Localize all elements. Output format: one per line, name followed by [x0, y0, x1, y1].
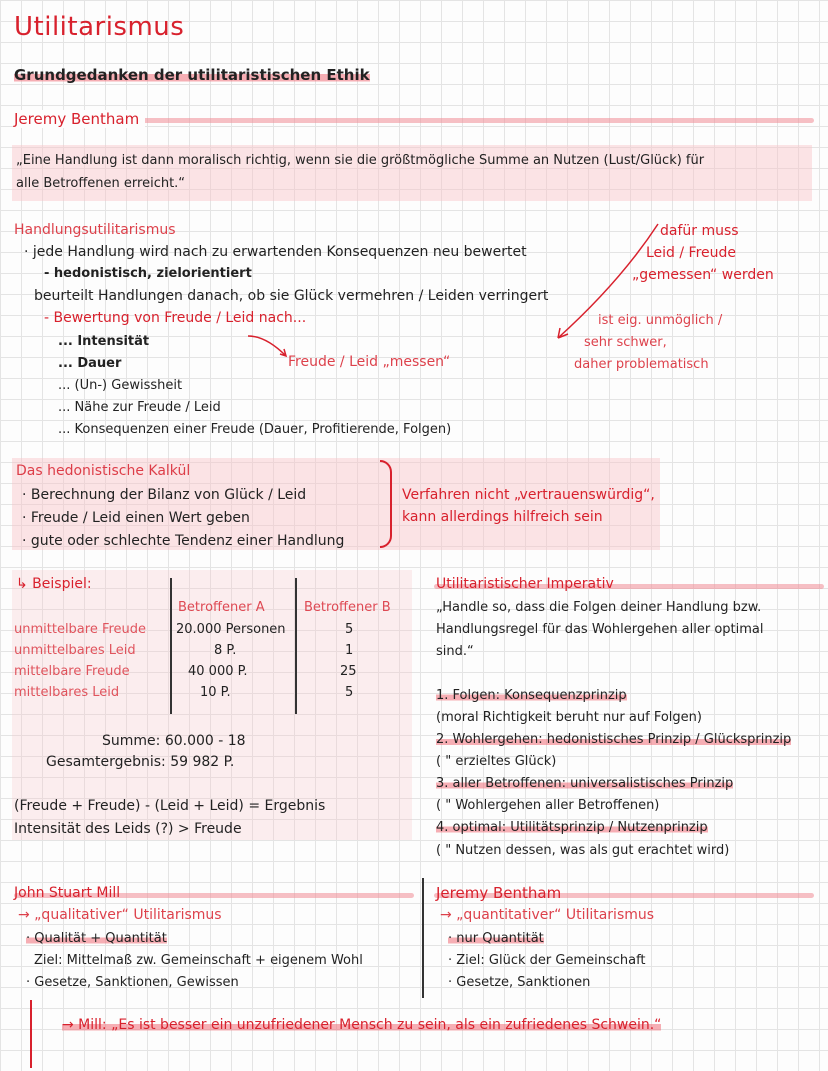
bentham-heading: Jeremy Bentham: [14, 110, 145, 128]
kalkuel-item-1: · Berechnung der Bilanz von Glück / Leid: [22, 487, 307, 503]
mill-sub: → „qualitativer“ Utilitarismus: [18, 907, 222, 923]
gesamt: Gesamtergebnis: 59 982 P.: [46, 754, 235, 770]
cell-a: 20.000 Personen: [176, 622, 286, 637]
side-note-2c: daher problematisch: [574, 357, 709, 372]
side-note-2b: sehr schwer,: [584, 335, 667, 350]
row-label: mittelbares Leid: [14, 685, 120, 700]
row-label: unmittelbare Freude: [14, 622, 147, 637]
col-a: Betroffener A: [178, 600, 265, 615]
subtitle: Grundgedanken der utilitaristischen Ethik: [14, 66, 370, 84]
quote-line-1: „Eine Handlung ist dann moralisch richtig, wenn sie die größtmögliche Summe an Nutzen (Lust/Glück) für: [16, 153, 705, 168]
imp-p4b: ( " Nutzen dessen, was als gut erachtet wird): [436, 843, 730, 858]
crit-1: ... Intensität: [58, 334, 150, 349]
crit-4: ... Nähe zur Freude / Leid: [58, 400, 221, 415]
brace: [380, 460, 392, 548]
mill-l1: · Qualität + Quantität: [26, 931, 167, 946]
imp-p3: 3. aller Betroffenen: universalistisches Prinzip: [436, 776, 734, 791]
crit-5: ... Konsequenzen einer Freude (Dauer, Profitierende, Folgen): [58, 422, 452, 437]
hu-line-1: · jede Handlung wird nach zu erwartenden Konsequenzen neu bewertet: [24, 244, 527, 260]
side-note-1c: „gemessen“ werden: [632, 267, 774, 283]
imp-p3b: ( " Wohlergehen aller Betroffenen): [436, 798, 660, 813]
mill-l3: · Gesetze, Sanktionen, Gewissen: [26, 975, 239, 990]
cell-a: 10 P.: [200, 685, 231, 700]
side-note-2a: ist eig. unmöglich /: [598, 313, 723, 328]
cell-b: 1: [345, 643, 354, 658]
col-b: Betroffener B: [304, 600, 391, 615]
row-label: unmittelbares Leid: [14, 643, 136, 658]
hu-line-4: - Bewertung von Freude / Leid nach...: [44, 310, 307, 326]
summe: Summe: 60.000 - 18: [102, 733, 246, 749]
bentham2-l1: · nur Quantität: [448, 931, 544, 946]
page-title: Utilitarismus: [14, 12, 185, 42]
intensitaet: Intensität des Leids (?) > Freude: [14, 821, 242, 837]
cell-a: 8 P.: [214, 643, 237, 658]
hu-line-3: beurteilt Handlungen danach, ob sie Glück vermehren / Leiden verringert: [34, 288, 549, 304]
kalkuel-item-3: · gute oder schlechte Tendenz einer Handlung: [22, 533, 345, 549]
hu-heading: Handlungsutilitarismus: [14, 222, 176, 238]
imperativ-heading: Utilitaristischer Imperativ: [436, 576, 614, 592]
imp-p4: 4. optimal: Utilitätsprinzip / Nutzenprinzip: [436, 820, 708, 835]
cell-b: 5: [345, 622, 354, 637]
mill-l2: Ziel: Mittelmaß zw. Gemeinschaft + eigenem Wohl: [34, 953, 363, 968]
cell-a: 40 000 P.: [188, 664, 248, 679]
curve-arrow-icon: [246, 332, 294, 362]
imp-q3: sind.“: [436, 644, 474, 659]
kalkuel-verdict-2: kann allerdings hilfreich sein: [402, 509, 603, 525]
kalkuel-item-2: · Freude / Leid einen Wert geben: [22, 510, 250, 526]
bentham2-sub: → „quantitativer“ Utilitarismus: [440, 907, 655, 923]
imp-q1: „Handle so, dass die Folgen deiner Handlung bzw.: [436, 600, 762, 615]
quote-line-2: alle Betroffenen erreicht.“: [16, 176, 186, 191]
bentham2-l2: · Ziel: Glück der Gemeinschaft: [448, 953, 646, 968]
row-label: mittelbare Freude: [14, 664, 130, 679]
cell-b: 5: [345, 685, 354, 700]
imp-p2: 2. Wohlergehen: hedonistisches Prinzip / Glücksprinzip: [436, 732, 792, 747]
side-note-1a: dafür muss: [660, 223, 739, 239]
kalkuel-heading: Das hedonistische Kalkül: [16, 463, 191, 479]
crit-3: ... (Un-) Gewissheit: [58, 378, 183, 393]
bentham2-l3: · Gesetze, Sanktionen: [448, 975, 591, 990]
hu-line-2: - hedonistisch, zielorientiert: [44, 266, 252, 281]
imp-p1: 1. Folgen: Konsequenzprinzip: [436, 688, 627, 703]
crit-2: ... Dauer: [58, 356, 122, 371]
cell-b: 25: [340, 664, 357, 679]
side-note-1b: Leid / Freude: [646, 245, 737, 261]
beispiel-label: ↳ Beispiel:: [16, 576, 92, 592]
kalkuel-verdict-1: Verfahren nicht „vertrauenswürdig“,: [402, 487, 655, 503]
mill-quote: → Mill: „Es ist besser ein unzufriedener Mensch zu sein, als ein zufriedenes Schwein.“: [62, 1017, 662, 1033]
formula: (Freude + Freude) - (Leid + Leid) = Ergebnis: [14, 798, 326, 814]
imp-q2: Handlungsregel für das Wohlergehen aller optimal: [436, 622, 764, 637]
bentham2-heading: Jeremy Bentham: [436, 884, 562, 902]
mill-heading: John Stuart Mill: [14, 885, 121, 901]
imp-p1b: (moral Richtigkeit beruht nur auf Folgen): [436, 710, 702, 725]
arrow-icon: [550, 222, 665, 344]
imp-p2b: ( " erzieltes Glück): [436, 754, 557, 769]
measure-note: Freude / Leid „messen“: [288, 354, 451, 370]
